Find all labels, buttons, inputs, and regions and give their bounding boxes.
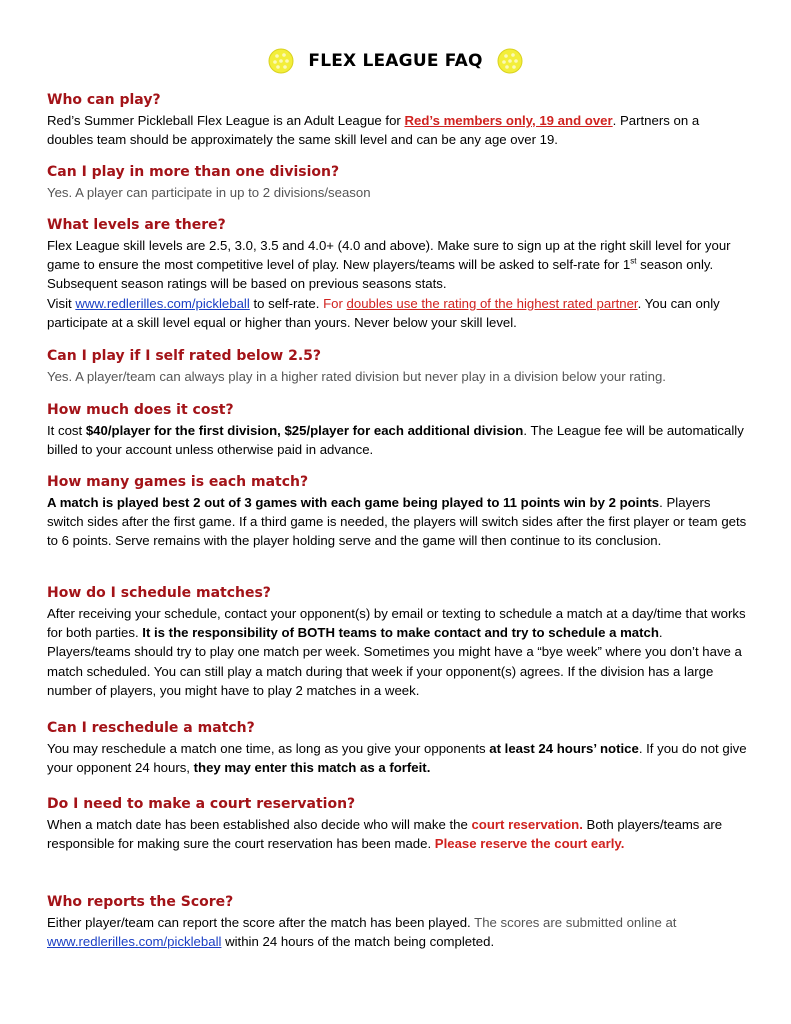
faq-question: Can I play in more than one division? — [47, 164, 340, 180]
answer-text: Flex League skill levels are 2.5, 3.0, 3.5 and 4.0+ (4.0 and above). Make sure to sign up at the right skill level for your game to ensure the most competitive level of play. New players/teams will be asked to self-rate for 1 — [47, 238, 731, 273]
faq-answer: Yes. A player can participate in up to 2 divisions/season — [47, 185, 371, 200]
answer-text: After receiving your schedule, contact your opponent(s) by email or texting to schedule a match at a day/time that works for both parties. — [47, 606, 746, 641]
answer-text: . Players/teams should try to play one match per week. Sometimes you might have a “bye week” where you don’t have a match scheduled. You can still play a match during that week if your opponent(s) agrees. If the division has a large number of players, you might have to play 2 matches in a week. — [47, 625, 742, 698]
faq-question: Do I need to make a court reservation? — [47, 796, 356, 812]
faq-reschedule — [47, 719, 747, 777]
faq-court-reservation — [47, 795, 747, 853]
answer-text: Visit — [47, 295, 76, 311]
faq-answer — [47, 236, 747, 332]
faq-question: Who can play? — [47, 92, 161, 108]
faq-answer: Yes. A player/team can always play in a higher rated division but never play in a division below your rating. — [47, 369, 666, 384]
pickleball-icon — [268, 48, 294, 74]
faq-levels — [47, 216, 747, 332]
match-format-highlight: A match is played best 2 out of 3 games with each game being played to 11 points win by 2 points — [47, 495, 660, 510]
faq-schedule — [47, 584, 747, 700]
faq-report-score — [47, 893, 747, 951]
answer-text: season only. Subsequent season ratings will be based on previous seasons stats. — [47, 257, 714, 292]
answer-text: . The League fee will be automatically billed to your account unless otherwise paid in advance. — [47, 423, 744, 458]
answer-text: within 24 hours of the match being completed. — [221, 934, 495, 950]
answer-text: . Players switch sides after the first game. If a third game is needed, the players will switch sides after the first player or team gets to 6 points. Serve remains with the player holding serve and the game will then continue to its conclusion. — [47, 495, 747, 549]
price-highlight: $40/player for the first division, $25/player for each additional division — [85, 423, 524, 438]
score-submit-link[interactable]: www.redlerilles.com/pickleball — [47, 934, 222, 950]
forfeit-highlight: they may enter this match as a forfeit. — [193, 760, 431, 776]
faq-answer — [47, 604, 747, 700]
faq-question: How many games is each match? — [47, 474, 309, 490]
faq-answer — [47, 815, 747, 853]
faq-answer — [47, 111, 747, 149]
faq-question: How do I schedule matches? — [47, 585, 271, 601]
answer-text: Either player/team can report the score after the match has been played. — [47, 915, 475, 930]
answer-text: It cost — [47, 423, 86, 438]
answer-text: . Partners on a doubles team should be approximately the same skill level and can be any age over 19. — [47, 113, 700, 148]
faq-games-per-match — [47, 473, 747, 551]
faq-question: What levels are there? — [47, 217, 226, 233]
faq-question: Who reports the Score? — [47, 894, 234, 910]
faq-answer — [47, 493, 747, 551]
faq-who-can-play — [47, 91, 747, 149]
faq-answer — [47, 739, 747, 777]
members-only-highlight: Red’s members only, 19 and over — [404, 113, 613, 128]
doubles-rule-highlight: doubles use the rating of the highest rated partner — [346, 295, 638, 311]
answer-text: You may reschedule a match one time, as long as you give your opponents — [47, 741, 490, 756]
faq-question: How much does it cost? — [47, 402, 234, 418]
faq-answer — [47, 913, 747, 951]
faq-question: Can I reschedule a match? — [47, 720, 255, 736]
reserve-early-highlight: Please reserve the court early. — [434, 836, 625, 852]
faq-cost — [47, 401, 747, 459]
pickleball-icon — [497, 48, 523, 74]
notice-highlight: at least 24 hours’ notice — [489, 741, 639, 756]
faq-below-2-5 — [47, 347, 747, 386]
page-title: FLEX LEAGUE FAQ — [308, 51, 483, 71]
title-row — [0, 44, 791, 78]
faq-question: Can I play if I self rated below 2.5? — [47, 348, 322, 364]
answer-text: to self-rate. — [249, 295, 324, 311]
responsibility-highlight: It is the responsibility of BOTH teams to make contact and try to schedule a match — [142, 625, 659, 641]
answer-text: The scores are submitted online at — [474, 915, 677, 930]
answer-text: When a match date has been established also decide who will make the — [47, 817, 472, 832]
ordinal-superscript: st — [630, 256, 637, 266]
answer-text: Both players/teams are responsible for making sure the court reservation has been made. — [47, 817, 723, 852]
self-rate-link[interactable]: www.redlerilles.com/pickleball — [75, 295, 250, 311]
answer-text: Red’s Summer Pickleball Flex League is an Adult League for — [47, 113, 405, 128]
answer-text: . If you do not give your opponent 24 hours, — [47, 741, 747, 776]
answer-text: . You can only participate at a skill level equal or higher than yours. Never below your skill level. — [47, 295, 720, 330]
faq-multiple-divisions — [47, 163, 747, 202]
doubles-rule-highlight: For — [323, 295, 343, 311]
faq-answer — [47, 421, 747, 459]
reservation-highlight: court reservation. — [471, 817, 583, 832]
